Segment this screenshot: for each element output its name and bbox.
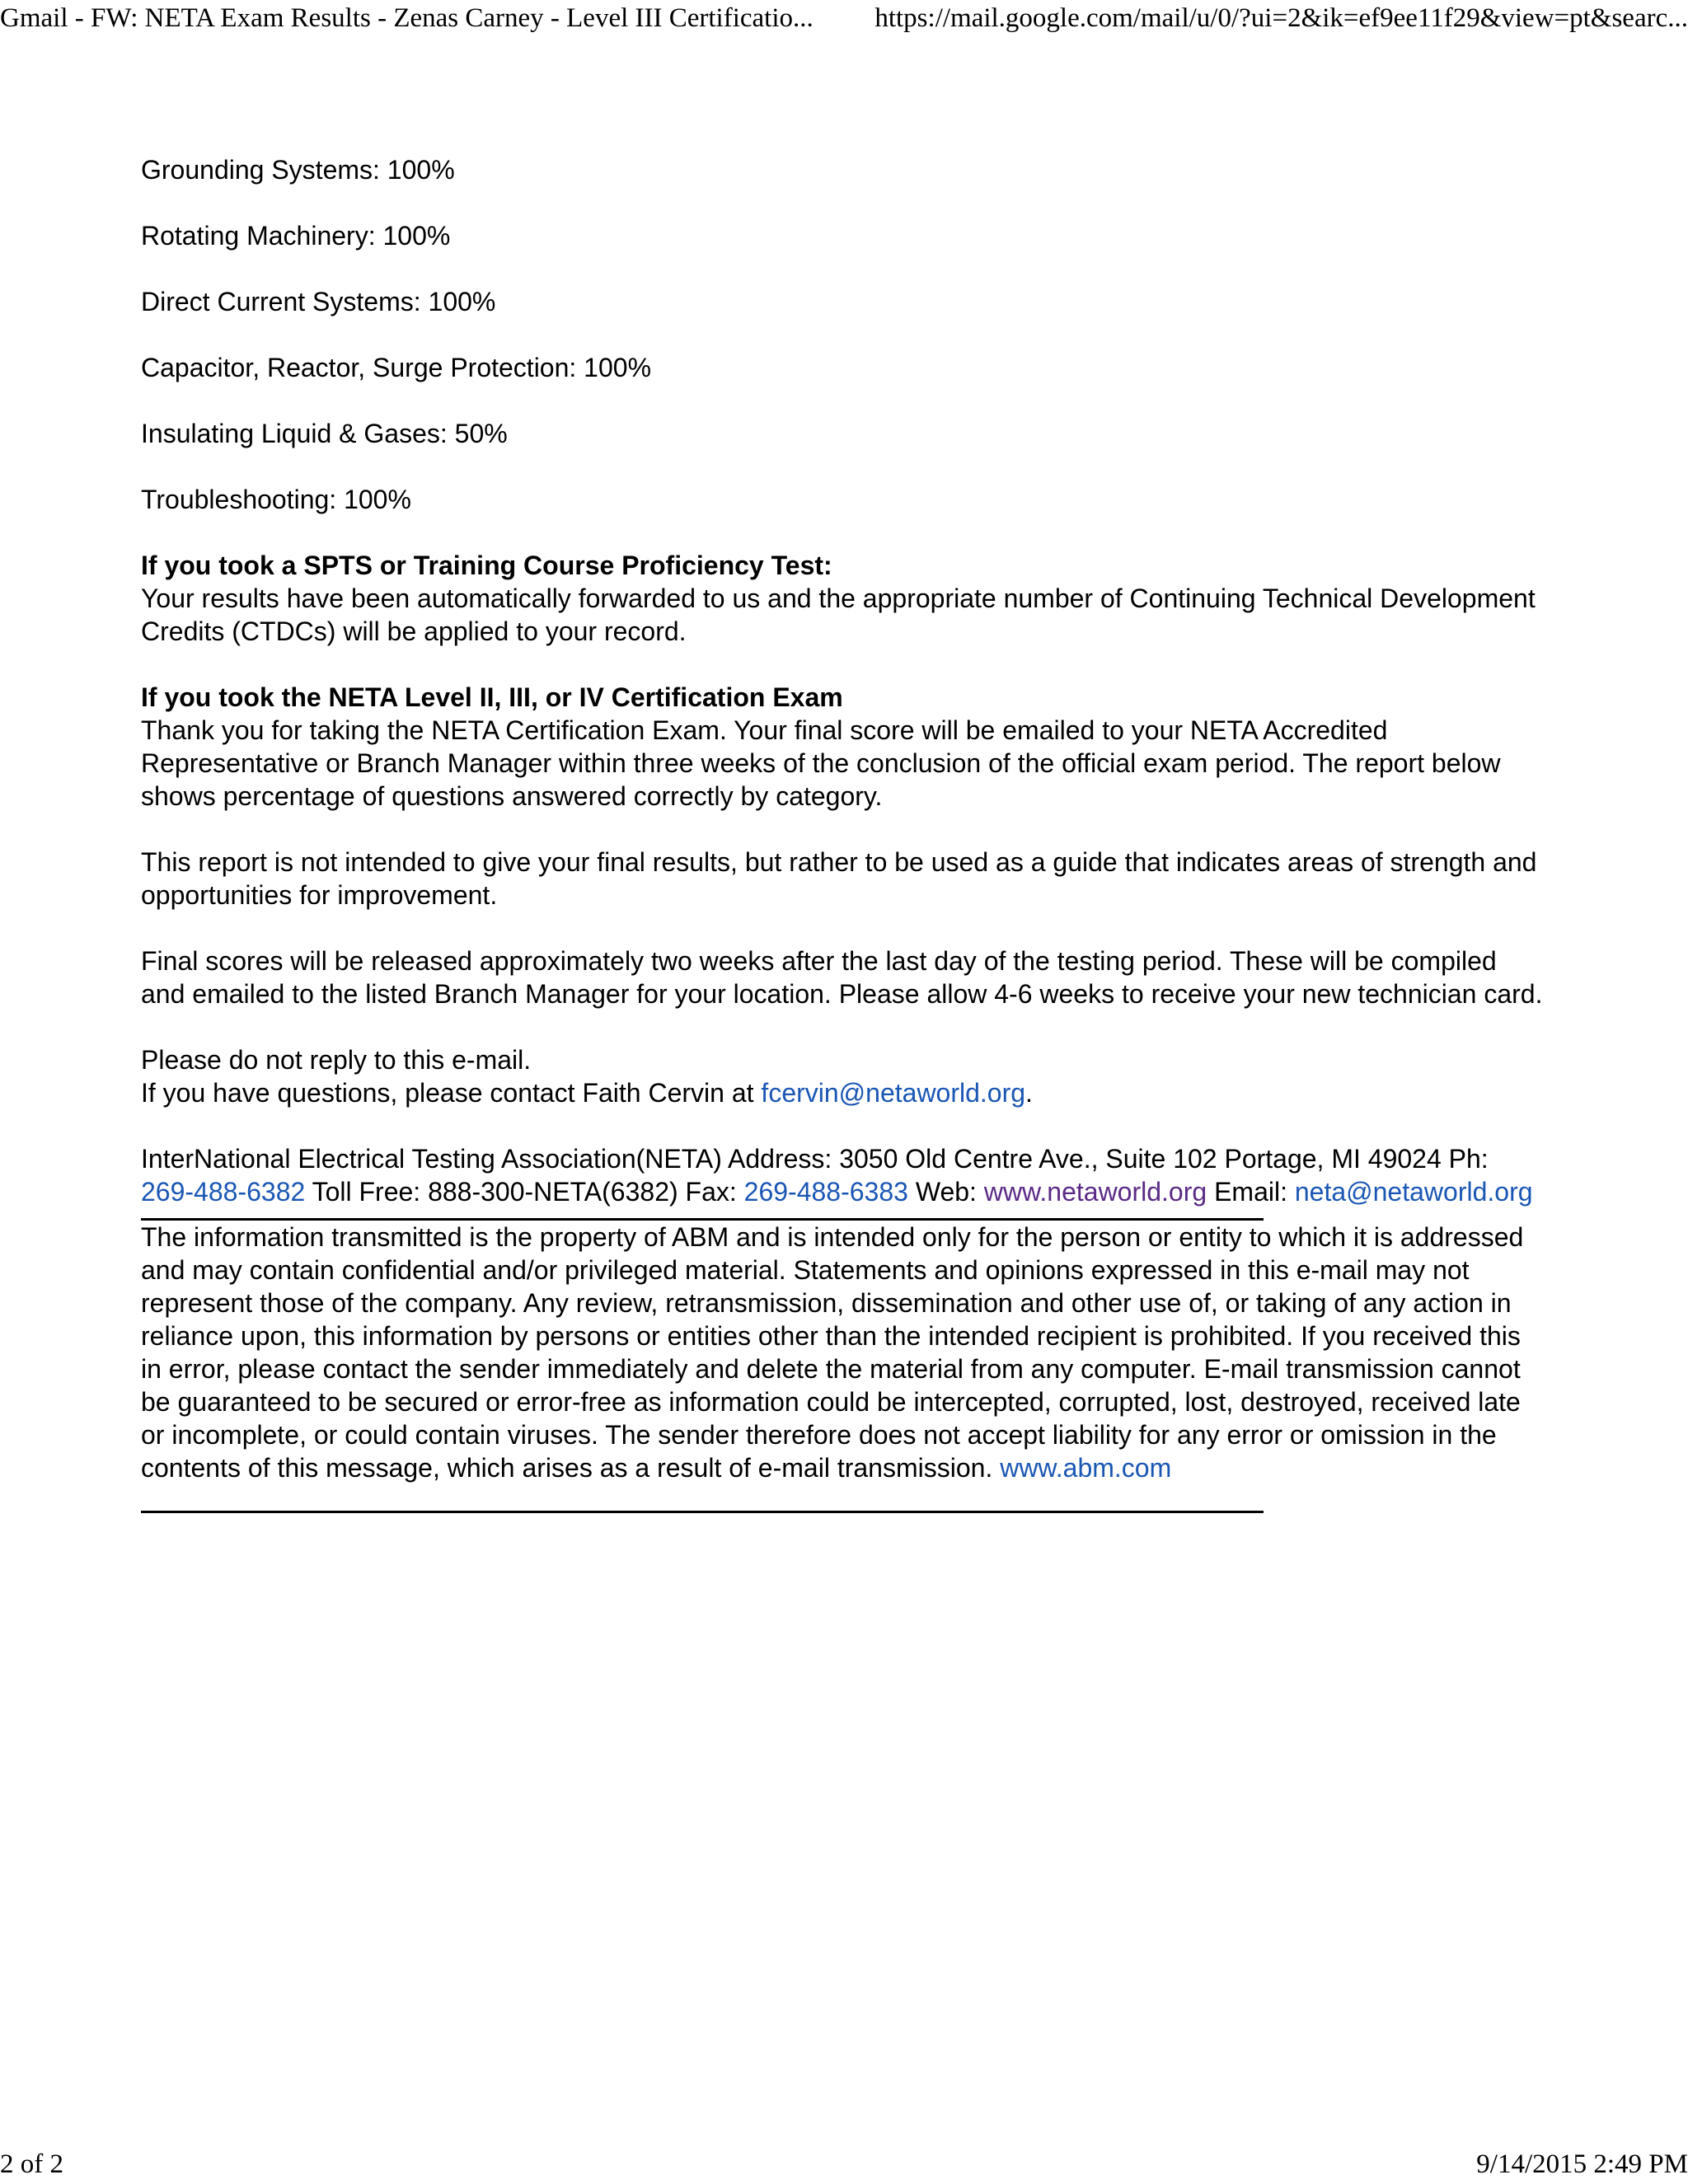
web-link[interactable]: www.netaworld.org xyxy=(983,1177,1207,1207)
score-item: Capacitor, Reactor, Surge Protection: 100% xyxy=(141,353,652,382)
email-body xyxy=(141,153,1546,1513)
email-label: Email: xyxy=(1207,1177,1295,1207)
org-email-link[interactable]: neta@netaworld.org xyxy=(1294,1177,1533,1207)
print-title: Gmail - FW: NETA Exam Results - Zenas Carney - Level III Certificatio... xyxy=(0,3,814,33)
spts-body: Your results have been automatically forwarded to us and the appropriate number of Continuing Technical Development Credits (CTDCs) will be applied to your record. xyxy=(141,583,1536,646)
phone-link[interactable]: 269-488-6382 xyxy=(141,1177,306,1207)
final-scores-note: Final scores will be released approximately two weeks after the last day of the testing period. These will be compiled and emailed to the listed Branch Manager for your location. Please allow 4-6 weeks to receive your new technician card. xyxy=(141,946,1543,1009)
questions-text: If you have questions, please contact Faith Cervin at xyxy=(141,1078,762,1108)
no-reply-note: Please do not reply to this e-mail. xyxy=(141,1045,532,1075)
spts-heading: If you took a SPTS or Training Course Proficiency Test: xyxy=(141,551,832,580)
divider-bottom xyxy=(141,1511,1264,1513)
contact-suffix: . xyxy=(1025,1078,1033,1108)
contact-email-link[interactable]: fcervin@netaworld.org xyxy=(761,1078,1026,1108)
score-item: Troubleshooting: 100% xyxy=(141,485,411,514)
cert-exam-heading: If you took the NETA Level II, III, or IV Certification Exam xyxy=(141,682,843,712)
fax-link[interactable]: 269-488-6383 xyxy=(743,1177,908,1207)
tollfree-text: Toll Free: 888-300-NETA(6382) Fax: xyxy=(305,1177,744,1207)
page-number: 2 of 2 xyxy=(0,2149,63,2179)
cert-exam-body: Thank you for taking the NETA Certification Exam. Your final score will be emailed to your NETA Accredited Representative or Branch Manager within three weeks of the conclusion of the official exam period. The report below shows percentage of questions answered correctly by category. xyxy=(141,715,1501,811)
print-timestamp: 9/14/2015 2:49 PM xyxy=(1476,2149,1688,2179)
contact-section xyxy=(141,1043,1546,1109)
report-note: This report is not intended to give your final results, but rather to be used as a guide that indicates areas of strength and opportunities for improvement. xyxy=(141,847,1537,910)
web-label: Web: xyxy=(907,1177,984,1207)
disclaimer-text: The information transmitted is the property of ABM and is intended only for the person or entity to which it is addressed and may contain confidential and/or privileged material. Statements and opinions expressed in this e-mail may not represent those of the company. Any review, retransmission, dissemination and other use of, or taking of any action in reliance upon, this information by persons or entities other than the intended recipient is prohibited. If you received this in error, please contact the sender immediately and delete the material from any computer. E-mail transmission cannot be guaranteed to be secured or error-free as information could be intercepted, corrupted, lost, destroyed, received late or incomplete, or could contain viruses. The sender therefore does not accept liability for any error or omission in the contents of this message, which arises as a result of e-mail transmission. xyxy=(141,1222,1524,1483)
disclaimer xyxy=(141,1221,1546,1484)
print-url: https://mail.google.com/mail/u/0/?ui=2&ik=ef9ee11f29&view=pt&searc... xyxy=(874,3,1688,33)
print-footer xyxy=(0,2143,1688,2184)
score-item: Insulating Liquid & Gases: 50% xyxy=(141,419,508,448)
org-signature xyxy=(141,1142,1546,1208)
score-item: Rotating Machinery: 100% xyxy=(141,221,451,251)
cert-exam-section xyxy=(141,681,1546,813)
print-header xyxy=(0,0,1688,41)
org-address-text: InterNational Electrical Testing Association(NETA) Address: 3050 Old Centre Ave., Suite 102 Portage, MI 49024 Ph: xyxy=(141,1144,1489,1174)
abm-link[interactable]: www.abm.com xyxy=(1000,1453,1172,1483)
score-item: Direct Current Systems: 100% xyxy=(141,287,496,316)
spts-section xyxy=(141,549,1546,648)
score-item: Grounding Systems: 100% xyxy=(141,155,455,185)
